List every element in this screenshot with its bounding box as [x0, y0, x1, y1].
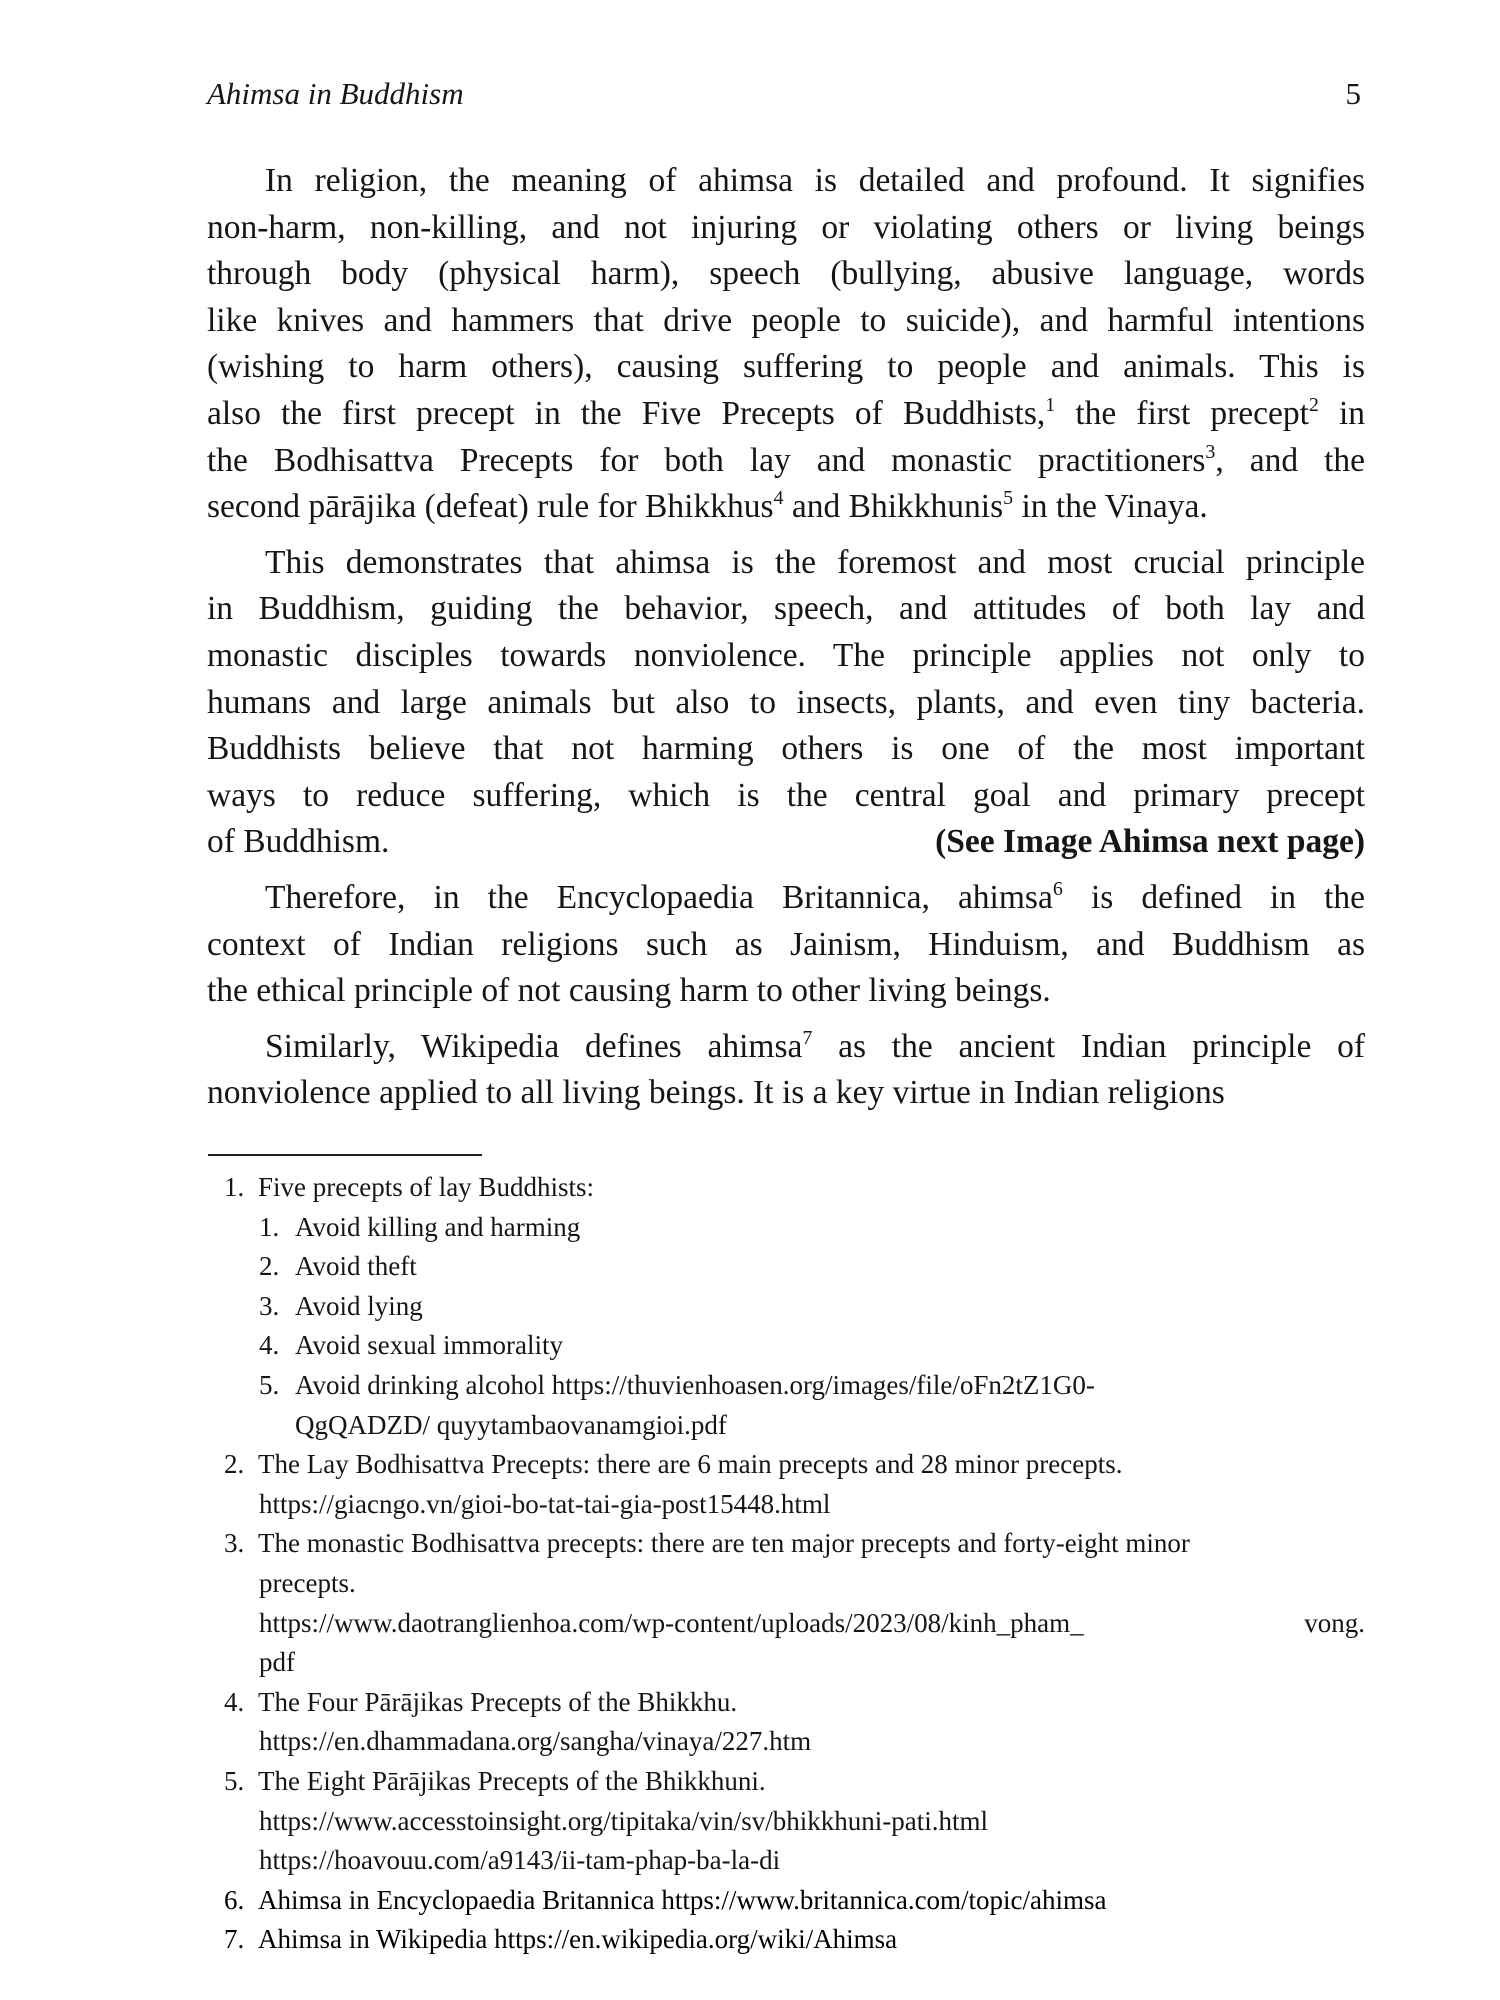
text-run: Similarly, Wikipedia defines ahimsa: [265, 1027, 803, 1065]
footnote: [224, 1881, 1365, 1921]
footnote-number: 3.: [224, 1528, 245, 1559]
footnote-ref: 3: [1205, 440, 1216, 463]
paragraph: [207, 875, 1365, 1015]
footnote-text: https://www.accesstoinsight.org/tipitaka/vin/sv/bhikkhuni-pati.html: [259, 1805, 988, 1836]
footnote-text: The monastic Bodhisattva precepts: there are ten major precepts and forty-eight minor: [258, 1528, 1190, 1559]
precept-item: [224, 1366, 1365, 1406]
footnote-text: https://www.daotranglienhoa.com/wp-content/uploads/2023/08/kinh_pham_: [259, 1607, 1084, 1638]
footnote-number: 5.: [224, 1765, 245, 1796]
text-line: [207, 158, 1365, 205]
footnote-text: Ahimsa in Wikipedia https://en.wikipedia.org/wiki/Ahimsa: [258, 1924, 898, 1955]
precept-text: QgQADZD/ quyytambaovanamgioi.pdf: [295, 1409, 727, 1440]
footnote-text: https://hoavouu.com/a9143/ii-tam-phap-ba-la-di: [259, 1845, 781, 1876]
precept-item: [224, 1326, 1365, 1366]
text-line: [207, 726, 1365, 773]
precept-text: Avoid drinking alcohol https://thuvienhoasen.org/images/file/oFn2tZ1G0-: [295, 1369, 1095, 1400]
footnote-line: [224, 1564, 1365, 1604]
footnote-text: https://en.dhammadana.org/sangha/vinaya/227.htm: [259, 1726, 812, 1757]
text-line: [207, 484, 1365, 531]
paragraph: [207, 540, 1365, 866]
text-run: second pārājika (defeat) rule for Bhikkhus: [207, 488, 774, 526]
see-image-note: (See Image Ahimsa next page): [935, 823, 1365, 861]
text-run: is defined in the: [1062, 878, 1365, 916]
footnote: [224, 1762, 1365, 1802]
footnote-text: precepts.: [259, 1567, 356, 1598]
text-line: [207, 251, 1365, 298]
footnote: [224, 1168, 1365, 1208]
text-run: humans and large animals but also to insects, plants, and even tiny bacteria.: [207, 683, 1365, 721]
footnote: [224, 1683, 1365, 1723]
text-run: Therefore, in the Encyclopaedia Britannica, ahimsa: [265, 878, 1053, 916]
footnote-line: [224, 1722, 1365, 1762]
text-line: [207, 205, 1365, 252]
precept-number: 4.: [259, 1330, 280, 1361]
precept-item: [224, 1208, 1365, 1248]
text-line: [207, 922, 1365, 969]
footnote-ref: 6: [1052, 877, 1063, 900]
text-line: [207, 1024, 1365, 1071]
text-run: in the Vinaya.: [1013, 488, 1208, 526]
text-run: the first precept: [1055, 394, 1309, 432]
footnote-ref: 5: [1003, 487, 1014, 510]
text-run: nonviolence applied to all living beings. It is a key virtue in Indian religions: [207, 1074, 1225, 1112]
text-run: the Bodhisattva Precepts for both lay and monastic practitioners: [207, 441, 1206, 479]
footnote: [224, 1920, 1365, 1960]
text-line: [207, 1070, 1365, 1117]
precept-text: Avoid theft: [295, 1251, 417, 1282]
text-run: , and the: [1215, 441, 1365, 479]
precept-text: Avoid sexual immorality: [295, 1330, 563, 1361]
text-line: [207, 875, 1365, 922]
footnotes: [224, 1168, 1365, 1960]
footnote-text: pdf: [259, 1647, 295, 1678]
text-line: [207, 586, 1365, 633]
text-line: [207, 438, 1365, 485]
text-run: and Bhikkhunis: [783, 488, 1004, 526]
footnote-line: [224, 1643, 1365, 1683]
page-number: 5: [1345, 76, 1361, 111]
precept-item: [224, 1406, 1365, 1446]
precept-number: 2.: [259, 1251, 280, 1282]
text-line: [207, 391, 1365, 438]
precept-text: Avoid lying: [295, 1290, 423, 1321]
text-line: [207, 968, 1365, 1015]
precept-text: Avoid killing and harming: [295, 1211, 581, 1242]
text-line: [207, 633, 1365, 680]
running-header: [207, 76, 1365, 116]
text-run: like knives and hammers that drive people to suicide), and harmful intentions: [207, 301, 1365, 339]
footnote-text: Ahimsa in Encyclopaedia Britannica https://www.britannica.com/topic/ahimsa: [258, 1884, 1107, 1915]
text-run: the ethical principle of not causing harm to other living beings.: [207, 972, 1051, 1010]
precept-number: 3.: [259, 1290, 280, 1321]
footnote-number: 7.: [224, 1924, 245, 1955]
text-run: in: [1318, 394, 1366, 432]
text-run: This demonstrates that ahimsa is the foremost and most crucial principle: [265, 543, 1365, 581]
footnote-ref: 1: [1045, 393, 1056, 416]
body-text: [207, 158, 1365, 1126]
footnote-number: 1.: [224, 1172, 245, 1202]
footnote: [224, 1524, 1365, 1564]
footnote-line: [224, 1841, 1365, 1881]
text-run: (wishing to harm others), causing suffering to people and animals. This is: [207, 348, 1365, 386]
text-run: of Buddhism.: [207, 823, 390, 861]
text-run: in Buddhism, guiding the behavior, speech, and attitudes of both lay and: [207, 590, 1365, 628]
footnote-number: 2.: [224, 1449, 245, 1480]
text-line: [207, 773, 1365, 820]
text-line: [207, 540, 1365, 587]
footnote-text: The Eight Pārājikas Precepts of the Bhikkhuni.: [258, 1765, 766, 1796]
paragraph: [207, 158, 1365, 531]
footnote-number: 4.: [224, 1686, 245, 1717]
footnote-text: The Lay Bodhisattva Precepts: there are 6 main precepts and 28 minor precepts.: [258, 1449, 1123, 1480]
text-run: also the first precept in the Five Precepts of Buddhists,: [207, 394, 1046, 432]
footnote-text: vong.: [1304, 1607, 1365, 1638]
precept-number: 5.: [259, 1369, 280, 1400]
text-line: [207, 819, 1365, 866]
footnote: [224, 1445, 1365, 1485]
footnote-separator: [208, 1154, 482, 1156]
running-title: Ahimsa in Buddhism: [207, 76, 464, 111]
text-run: ways to reduce suffering, which is the central goal and primary precept: [207, 776, 1365, 814]
footnote-ref: 4: [773, 487, 784, 510]
footnote-text: https://giacngo.vn/gioi-bo-tat-tai-gia-post15448.html: [259, 1488, 831, 1519]
footnote-line: [224, 1485, 1365, 1525]
footnote-text: Five precepts of lay Buddhists:: [258, 1172, 594, 1202]
footnote-ref: 7: [802, 1026, 813, 1049]
footnote-text: The Four Pārājikas Precepts of the Bhikkhu.: [258, 1686, 738, 1717]
paragraph: [207, 1024, 1365, 1117]
footnote-line: [224, 1802, 1365, 1842]
precept-item: [224, 1287, 1365, 1327]
text-run: In religion, the meaning of ahimsa is detailed and profound. It signifies: [265, 162, 1365, 199]
text-line: [207, 298, 1365, 345]
text-run: through body (physical harm), speech (bullying, abusive language, words: [207, 255, 1365, 293]
footnote-line: [224, 1604, 1365, 1644]
precept-item: [224, 1247, 1365, 1287]
footnote-number: 6.: [224, 1884, 245, 1915]
footnote-ref: 2: [1308, 393, 1319, 416]
text-run: Buddhists believe that not harming others is one of the most important: [207, 730, 1365, 768]
text-run: as the ancient Indian principle of: [812, 1027, 1366, 1065]
precept-number: 1.: [259, 1211, 280, 1242]
text-run: monastic disciples towards nonviolence. The principle applies not only to: [207, 636, 1365, 674]
text-run: context of Indian religions such as Jainism, Hinduism, and Buddhism as: [207, 925, 1365, 963]
text-line: [207, 680, 1365, 727]
text-line: [207, 344, 1365, 391]
text-run: non-harm, non-killing, and not injuring or violating others or living beings: [207, 208, 1365, 246]
